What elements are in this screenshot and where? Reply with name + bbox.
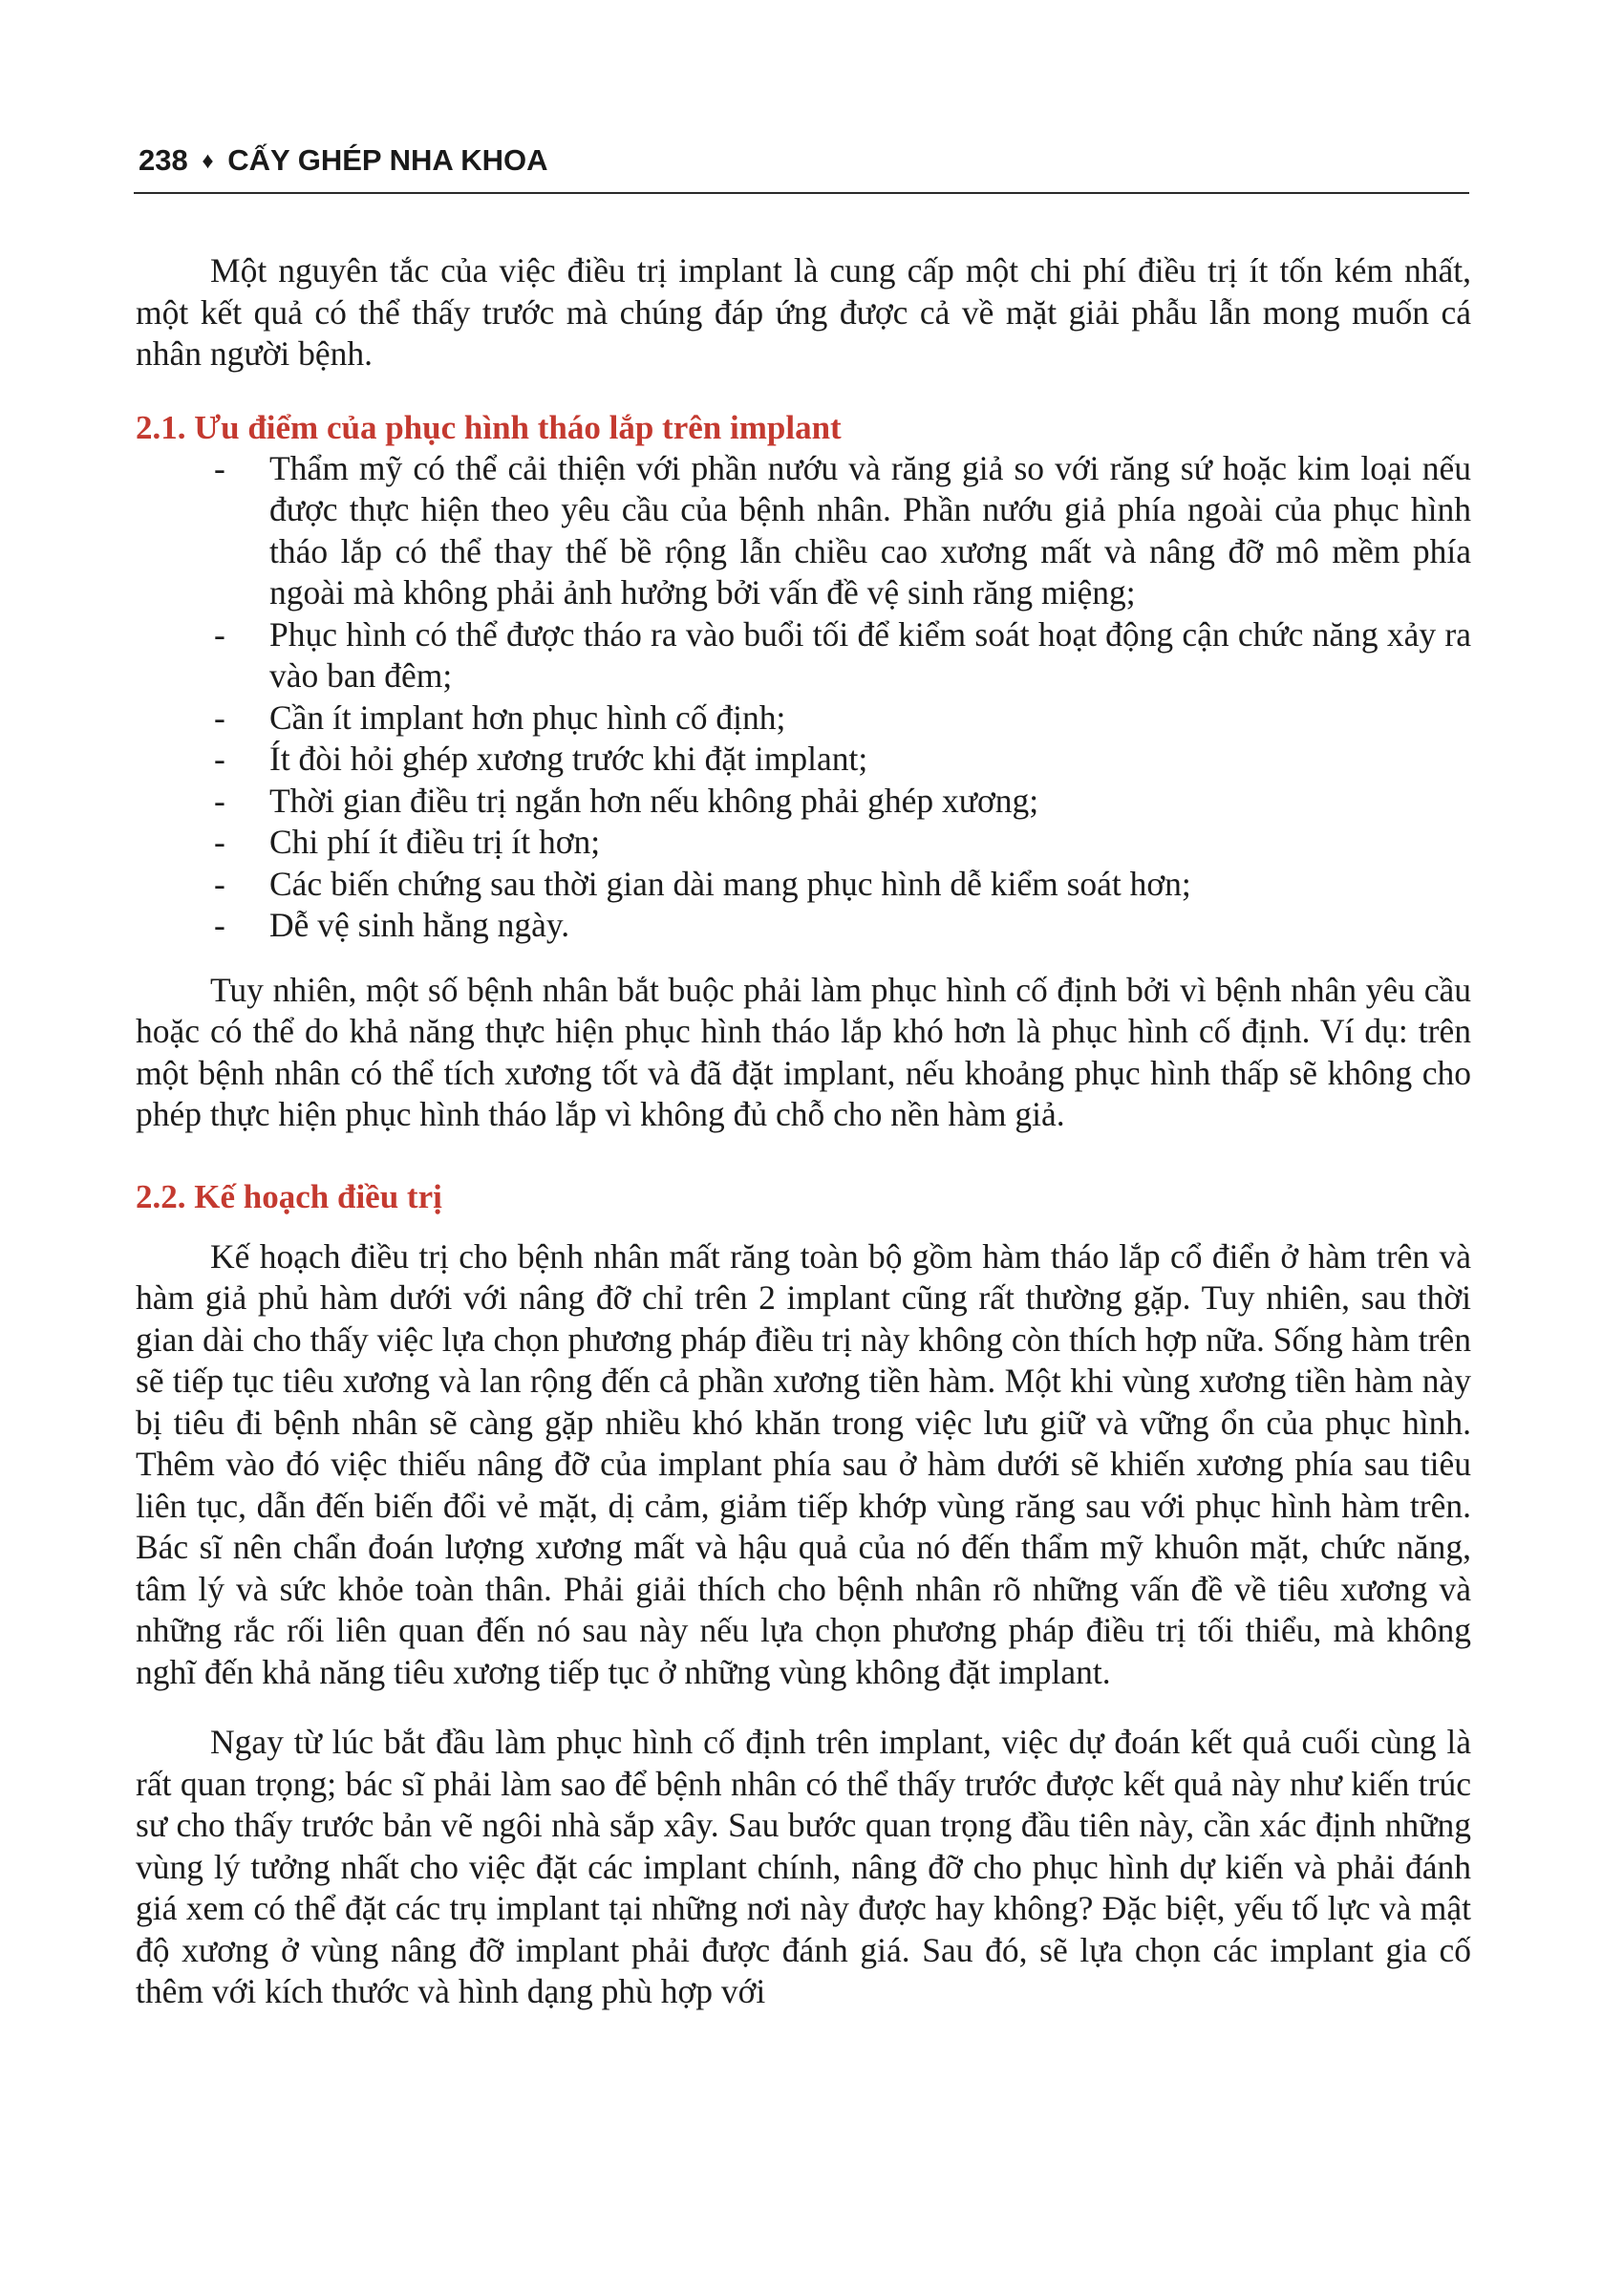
fixed-prosthesis-paragraph: Tuy nhiên, một số bệnh nhân bắt buộc phải làm phục hình cố định bởi vì bệnh nhân yêu cầu hoặc có thể do khả năng thực hiện phục hình tháo lắp khó hơn là phục hình cố định. Ví dụ: trên một bệnh nhân có thể tích xương tốt và đã đặt implant, nếu khoảng phục hình thấp sẽ không cho phép thực hiện phục hình tháo lắp vì không đủ chỗ cho nền hàm giả.: [136, 970, 1471, 1133]
list-item: - Thời gian điều trị ngắn hơn nếu không phải ghép xương;: [269, 781, 1471, 823]
diamond-separator-icon: ♦: [202, 148, 214, 174]
intro-paragraph: Một nguyên tắc của việc điều trị implant là cung cấp một chi phí điều trị ít tốn kém nhất, một kết quả có thể thấy trước mà chúng đáp ứng được cả về mặt giải phẫu lẫn mong muốn cá nhân người bệnh.: [136, 251, 1471, 373]
list-item: - Các biến chứng sau thời gian dài mang phục hình dễ kiểm soát hơn;: [269, 864, 1471, 906]
page-body: [136, 250, 1471, 2013]
list-item: - Dễ vệ sinh hằng ngày.: [269, 905, 1471, 947]
list-item: - Chi phí ít điều trị ít hơn;: [269, 822, 1471, 864]
treatment-plan-paragraph-1: Kế hoạch điều trị cho bệnh nhân mất răng toàn bộ gồm hàm tháo lắp cổ điển ở hàm trên và hàm giả phủ hàm dưới với nâng đỡ chỉ trên 2 implant cũng rất thường gặp. Tuy nhiên, sau thời gian dài cho thấy việc lựa chọn phương pháp điều trị này không còn thích hợp nữa. Sống hàm trên sẽ tiếp tục tiêu xương và lan rộng đến cả phần xương tiền hàm. Một khi vùng xương tiền hàm này bị tiêu đi bệnh nhân sẽ càng gặp nhiều khó khăn trong việc lưu giữ và vững ổn của phục hình. Thêm vào đó việc thiếu nâng đỡ của implant phía sau ở hàm dưới sẽ khiến xương phía sau tiêu liên tục, dẫn đến biến đổi vẻ mặt, dị cảm, giảm tiếp khớp vùng răng sau với phục hình hàm trên. Bác sĩ nên chẩn đoán lượng xương mất và hậu quả của nó đến thẩm mỹ khuôn mặt, chức năng, tâm lý và sức khỏe toàn thân. Phải giải thích cho bệnh nhân rõ những vấn đề về tiêu xương và những rắc rối liên quan đến nó sau này nếu lựa chọn phương pháp điều trị tối thiểu, mà không nghĩ đến khả năng tiêu xương tiếp tục ở những vùng không đặt implant.: [136, 1236, 1471, 1691]
running-header: [139, 143, 1466, 178]
list-item: - Thẩm mỹ có thể cải thiện với phần nướu và răng giả so với răng sứ hoặc kim loại nếu được thực hiện theo yêu cầu của bệnh nhân. Phần nướu giả phía ngoài của phục hình tháo lắp có thể thay thế bề rộng lẫn chiều cao xương mất và nâng đỡ mô mềm phía ngoài mà không phải ảnh hưởng bởi vấn đề vệ sinh răng miệng;: [269, 448, 1471, 614]
list-item: - Phục hình có thể được tháo ra vào buổi tối để kiểm soát hoạt động cận chức năng xảy ra vào ban đêm;: [269, 614, 1471, 697]
section-2-1-heading: 2.1. Ưu điểm của phục hình tháo lắp trên implant: [136, 408, 842, 446]
list-item: - Cần ít implant hơn phục hình cố định;: [269, 697, 1471, 740]
section-2-2-heading: 2.2. Kế hoạch điều trị: [136, 1177, 442, 1215]
treatment-plan-paragraph-2: Ngay từ lúc bắt đầu làm phục hình cố định trên implant, việc dự đoán kết quả cuối cùng là rất quan trọng; bác sĩ phải làm sao để bệnh nhân có thể thấy trước được kết quả này như kiến trúc sư cho thấy trước bản vẽ ngôi nhà sắp xây. Sau bước quan trọng đầu tiên này, cần xác định những vùng lý tưởng nhất cho việc đặt các implant chính, nâng đỡ cho phục hình dự kiến và phải đánh giá xem có thể đặt các trụ implant tại những nơi này được hay không? Đặc biệt, yếu tố lực và mật độ xương ở vùng nâng đỡ implant phải được đánh giá. Sau đó, sẽ lựa chọn các implant gia cố thêm với kích thước và hình dạng phù hợp với: [136, 1723, 1471, 2010]
page-number: 238: [139, 143, 188, 177]
advantages-list: [136, 448, 1471, 947]
book-title: CẤY GHÉP NHA KHOA: [227, 143, 548, 177]
header-rule: [134, 192, 1469, 194]
list-item: - Ít đòi hỏi ghép xương trước khi đặt implant;: [269, 739, 1471, 781]
